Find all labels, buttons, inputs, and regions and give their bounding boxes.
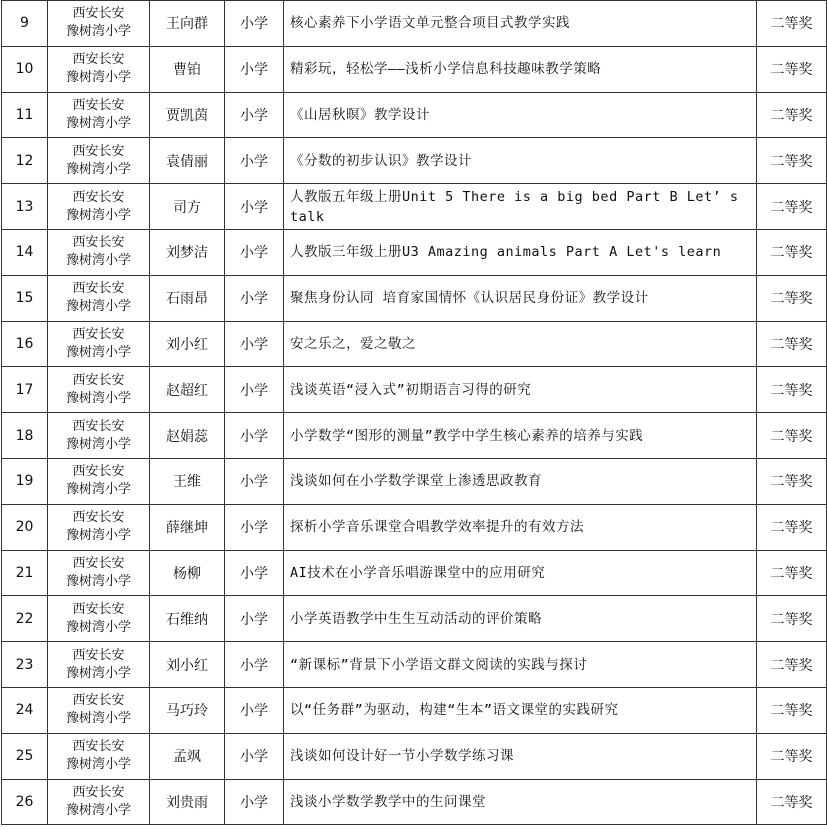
school-level: 小学 (225, 733, 284, 779)
school-name-line2: 豫树湾小学 (65, 161, 131, 177)
paper-title: 浅谈如何设计好一节小学数学练习课 (284, 733, 757, 779)
teacher-name: 袁倩丽 (150, 138, 225, 184)
table-row (2, 687, 827, 733)
award-level: 二等奖 (757, 642, 827, 688)
school-level: 小学 (225, 92, 284, 138)
school-name-line2: 豫树湾小学 (65, 253, 131, 269)
row-number: 19 (2, 458, 48, 504)
row-number: 17 (2, 367, 48, 413)
paper-title: 以“任务群”为驱动，构建“生本”语文课堂的实践研究 (284, 687, 757, 733)
school-name-line1: 西安长安 (72, 739, 125, 755)
school-cell (48, 229, 150, 275)
school-level: 小学 (225, 229, 284, 275)
school-name-line1: 西安长安 (72, 555, 125, 571)
school-level: 小学 (225, 413, 284, 459)
row-number: 10 (2, 46, 48, 92)
table-row (2, 550, 827, 596)
school-name-line1: 西安长安 (72, 464, 125, 480)
row-number: 24 (2, 687, 48, 733)
school-name-line1: 西安长安 (72, 784, 125, 800)
school-cell (48, 642, 150, 688)
school-cell (48, 138, 150, 184)
teacher-name: 赵超红 (150, 367, 225, 413)
school-level: 小学 (225, 138, 284, 184)
school-level: 小学 (225, 184, 284, 230)
award-level: 二等奖 (757, 275, 827, 321)
award-level: 二等奖 (757, 46, 827, 92)
row-number: 21 (2, 550, 48, 596)
school-cell (48, 550, 150, 596)
row-number: 12 (2, 138, 48, 184)
school-name-line1: 西安长安 (72, 97, 125, 113)
teacher-name: 薛继坤 (150, 504, 225, 550)
row-number: 15 (2, 275, 48, 321)
school-name-line2: 豫树湾小学 (65, 344, 131, 360)
teacher-name: 马巧玲 (150, 687, 225, 733)
school-name-line1: 西安长安 (72, 418, 125, 434)
paper-title: 聚焦身份认同 培育家国情怀《认识居民身份证》教学设计 (284, 275, 757, 321)
school-name-line1: 西安长安 (72, 189, 125, 205)
teacher-name: 司方 (150, 184, 225, 230)
school-name-line1: 西安长安 (72, 601, 125, 617)
paper-title: 《分数的初步认识》教学设计 (284, 138, 757, 184)
school-cell (48, 1, 150, 47)
table-row (2, 184, 827, 230)
school-level: 小学 (225, 367, 284, 413)
school-cell (48, 46, 150, 92)
table-row (2, 321, 827, 367)
school-level: 小学 (225, 458, 284, 504)
school-name-line1: 西安长安 (72, 647, 125, 663)
teacher-name: 石雨昂 (150, 275, 225, 321)
teacher-name: 曹铂 (150, 46, 225, 92)
paper-title: 人教版五年级上册Unit 5 There is a big bed Part B Let’ s talk (284, 184, 757, 230)
school-cell (48, 779, 150, 825)
school-cell (48, 458, 150, 504)
school-cell (48, 321, 150, 367)
row-number: 20 (2, 504, 48, 550)
school-cell (48, 504, 150, 550)
row-number: 23 (2, 642, 48, 688)
school-name-line2: 豫树湾小学 (65, 711, 131, 727)
awards-table (1, 0, 827, 825)
row-number: 22 (2, 596, 48, 642)
school-cell (48, 275, 150, 321)
award-level: 二等奖 (757, 596, 827, 642)
row-number: 13 (2, 184, 48, 230)
school-level: 小学 (225, 1, 284, 47)
paper-title: 核心素养下小学语文单元整合项目式教学实践 (284, 1, 757, 47)
school-name-line2: 豫树湾小学 (65, 528, 131, 544)
row-number: 14 (2, 229, 48, 275)
school-name-line1: 西安长安 (72, 326, 125, 342)
table-row (2, 413, 827, 459)
table-row (2, 367, 827, 413)
teacher-name: 王向群 (150, 1, 225, 47)
school-level: 小学 (225, 550, 284, 596)
table-row (2, 642, 827, 688)
table-row (2, 733, 827, 779)
school-name-line2: 豫树湾小学 (65, 757, 131, 773)
row-number: 18 (2, 413, 48, 459)
school-name-line2: 豫树湾小学 (65, 802, 131, 818)
school-level: 小学 (225, 596, 284, 642)
school-name-line2: 豫树湾小学 (65, 24, 131, 40)
table-row (2, 458, 827, 504)
paper-title: 浅谈如何在小学数学课堂上渗透思政教育 (284, 458, 757, 504)
table-row (2, 504, 827, 550)
teacher-name: 孟飒 (150, 733, 225, 779)
award-level: 二等奖 (757, 184, 827, 230)
school-cell (48, 687, 150, 733)
table-row (2, 92, 827, 138)
table-row (2, 229, 827, 275)
school-level: 小学 (225, 275, 284, 321)
table-row (2, 275, 827, 321)
award-level: 二等奖 (757, 687, 827, 733)
award-level: 二等奖 (757, 733, 827, 779)
school-cell (48, 92, 150, 138)
school-name-line2: 豫树湾小学 (65, 299, 131, 315)
school-name-line2: 豫树湾小学 (65, 573, 131, 589)
teacher-name: 石维纳 (150, 596, 225, 642)
teacher-name: 王维 (150, 458, 225, 504)
school-level: 小学 (225, 642, 284, 688)
paper-title: 精彩玩，轻松学——浅析小学信息科技趣味教学策略 (284, 46, 757, 92)
teacher-name: 刘贵雨 (150, 779, 225, 825)
school-name-line2: 豫树湾小学 (65, 619, 131, 635)
row-number: 25 (2, 733, 48, 779)
school-name-line1: 西安长安 (72, 281, 125, 297)
paper-title: 人教版三年级上册U3 Amazing animals Part A Let's learn (284, 229, 757, 275)
paper-title: “新课标”背景下小学语文群文阅读的实践与探讨 (284, 642, 757, 688)
school-cell (48, 413, 150, 459)
award-level: 二等奖 (757, 367, 827, 413)
award-level: 二等奖 (757, 321, 827, 367)
teacher-name: 刘小红 (150, 321, 225, 367)
award-level: 二等奖 (757, 458, 827, 504)
paper-title: 探析小学音乐课堂合唱教学效率提升的有效方法 (284, 504, 757, 550)
teacher-name: 贾凯茵 (150, 92, 225, 138)
paper-title: 小学数学“图形的测量”教学中学生核心素养的培养与实践 (284, 413, 757, 459)
paper-title: 浅谈小学数学教学中的生问课堂 (284, 779, 757, 825)
awards-table-body (2, 1, 827, 825)
table-row (2, 46, 827, 92)
school-level: 小学 (225, 321, 284, 367)
award-level: 二等奖 (757, 138, 827, 184)
teacher-name: 杨柳 (150, 550, 225, 596)
award-level: 二等奖 (757, 504, 827, 550)
school-name-line1: 西安长安 (72, 6, 125, 22)
school-name-line2: 豫树湾小学 (65, 390, 131, 406)
paper-title: 安之乐之，爱之敬之 (284, 321, 757, 367)
table-row (2, 596, 827, 642)
table-row (2, 1, 827, 47)
school-name-line1: 西安长安 (72, 510, 125, 526)
row-number: 26 (2, 779, 48, 825)
school-name-line1: 西安长安 (72, 143, 125, 159)
school-level: 小学 (225, 779, 284, 825)
award-level: 二等奖 (757, 229, 827, 275)
school-name-line2: 豫树湾小学 (65, 115, 131, 131)
award-level: 二等奖 (757, 413, 827, 459)
school-name-line2: 豫树湾小学 (65, 436, 131, 452)
school-cell (48, 184, 150, 230)
row-number: 11 (2, 92, 48, 138)
paper-title: AI技术在小学音乐唱游课堂中的应用研究 (284, 550, 757, 596)
school-name-line2: 豫树湾小学 (65, 665, 131, 681)
school-name-line2: 豫树湾小学 (65, 70, 131, 86)
school-name-line1: 西安长安 (72, 52, 125, 68)
table-row (2, 779, 827, 825)
award-level: 二等奖 (757, 779, 827, 825)
school-level: 小学 (225, 504, 284, 550)
row-number: 9 (2, 1, 48, 47)
school-name-line2: 豫树湾小学 (65, 207, 131, 223)
paper-title: 小学英语教学中生生互动活动的评价策略 (284, 596, 757, 642)
school-cell (48, 367, 150, 413)
school-name-line2: 豫树湾小学 (65, 482, 131, 498)
row-number: 16 (2, 321, 48, 367)
award-level: 二等奖 (757, 550, 827, 596)
table-row (2, 138, 827, 184)
paper-title: 浅谈英语“浸入式”初期语言习得的研究 (284, 367, 757, 413)
award-level: 二等奖 (757, 92, 827, 138)
school-level: 小学 (225, 687, 284, 733)
school-name-line1: 西安长安 (72, 235, 125, 251)
award-level: 二等奖 (757, 1, 827, 47)
school-name-line1: 西安长安 (72, 372, 125, 388)
teacher-name: 刘小红 (150, 642, 225, 688)
paper-title: 《山居秋暝》教学设计 (284, 92, 757, 138)
school-level: 小学 (225, 46, 284, 92)
school-cell (48, 733, 150, 779)
teacher-name: 刘梦洁 (150, 229, 225, 275)
teacher-name: 赵娟蕊 (150, 413, 225, 459)
school-cell (48, 596, 150, 642)
school-name-line1: 西安长安 (72, 693, 125, 709)
